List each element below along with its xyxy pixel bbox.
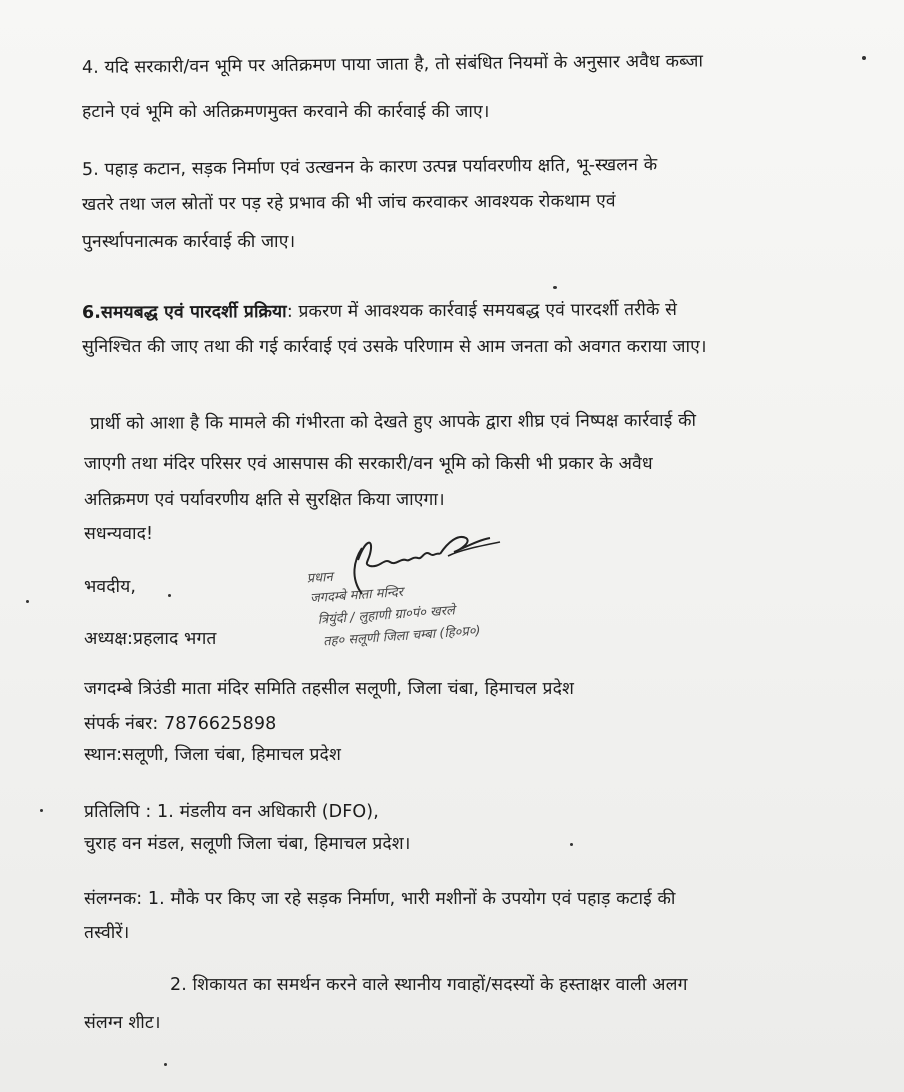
scan-speck <box>553 286 557 289</box>
closing-line3: अतिक्रमण एवं पर्यावरणीय क्षति से सुरक्षित किया जाएगा। <box>84 490 445 510</box>
attachments-line3: 2. शिकायत का समर्थन करने वाले स्थानीय गवाहों/सदस्यों के हस्ताक्षर वाली अलग <box>170 975 688 995</box>
copy-line2: चुराह वन मंडल, सलूणी जिला चंबा, हिमाचल प्रदेश। <box>84 834 411 854</box>
stamp-line4: तह० सलूणी जिला चम्बा (हि०प्र०) <box>322 623 482 650</box>
thanks-text: सधन्यवाद! <box>84 524 154 544</box>
para6-line2: सुनिश्चित की जाए तथा की गई कार्रवाई एवं उसके परिणाम से आम जनता को अवगत कराया जाए। <box>82 337 707 357</box>
para5-line2: खतरे तथा जल स्रोतों पर पड़ रहे प्रभाव की भी जांच करवाकर आवश्यक रोकथाम एवं <box>81 191 616 215</box>
para4-line1: 4. यदि सरकारी/वन भूमि पर अतिक्रमण पाया जाता है, तो संबंधित नियमों के अनुसार अवैध कब्जा <box>81 51 704 78</box>
stamp-line2: जगदम्बे माता मन्दिर <box>309 584 404 607</box>
para6-line1 <box>82 299 677 324</box>
yours-sincerely: भवदीय, <box>84 577 137 597</box>
sender-contact: संपर्क नंबर: 7876625898 <box>84 714 277 734</box>
scan-speck <box>26 600 29 603</box>
scan-speck <box>570 843 573 846</box>
attachments-line1: संलग्नक: 1. मौके पर किए जा रहे सड़क निर्माण, भारी मशीनों के उपयोग एवं पहाड़ कटाई की <box>84 889 676 909</box>
para6-heading: 6.समयबद्ध एवं पारदर्शी प्रक्रिया <box>81 301 287 323</box>
para4-line2: हटाने एवं भूमि को अतिक्रमणमुक्त करवाने की कार्रवाई की जाए। <box>82 102 490 122</box>
attachments-line2: तस्वीरें। <box>84 923 130 943</box>
scan-speck <box>862 56 866 60</box>
para6-line1-text: : प्रकरण में आवश्यक कार्रवाई समयबद्ध एवं पारदर्शी तरीके से <box>286 299 678 322</box>
stamp-line1: प्रधान <box>306 569 334 587</box>
sender-place: स्थान:सलूणी, जिला चंबा, हिमाचल प्रदेश <box>84 745 341 765</box>
para5-line1: 5. पहाड़ कटान, सड़क निर्माण एवं उत्खनन के कारण उत्पन्न पर्यावरणीय क्षति, भू-स्खलन के <box>81 154 658 180</box>
scan-speck <box>164 1063 167 1066</box>
scan-speck <box>40 809 43 812</box>
attachments-line4: संलग्न शीट। <box>84 1013 161 1033</box>
para5-line3: पुनर्स्थापनात्मक कार्रवाई की जाए। <box>82 232 296 252</box>
closing-line1: प्रार्थी को आशा है कि मामले की गंभीरता को देखते हुए आपके द्वारा शीघ्र एवं निष्पक्ष कार्रवाई की <box>89 410 697 434</box>
stamp-line3: त्रियुंदी / लुहाणी ग्रा०पं० खरले <box>317 603 456 628</box>
sender-organization: जगदम्बे त्रिउंडी माता मंदिर समिति तहसील सलूणी, जिला चंबा, हिमाचल प्रदेश <box>84 679 575 699</box>
scan-speck <box>168 594 171 597</box>
copy-line1: प्रतिलिपि : 1. मंडलीय वन अधिकारी (DFO), <box>84 802 379 822</box>
president-name: अध्यक्ष:प्रहलाद भगत <box>84 629 217 649</box>
closing-line2: जाएगी तथा मंदिर परिसर एवं आसपास की सरकारी/वन भूमि को किसी भी प्रकार के अवैध <box>84 454 653 474</box>
official-stamp <box>300 551 556 658</box>
